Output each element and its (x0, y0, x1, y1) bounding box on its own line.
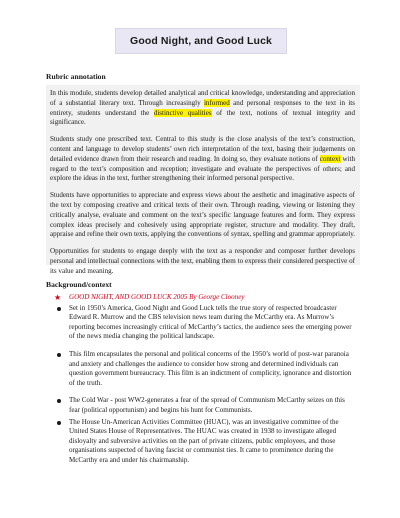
highlighted-term: context (319, 154, 341, 163)
background-heading: Background/context (46, 280, 112, 289)
rubric-text: Students study one prescribed text. Central to this study is the close analysis of the text’s construction, content and language to develop students’ own rich interpretation of the text, basing their judgements on detailed evidence drawn from their research and reading. In doing so, they evaluate notions of (50, 135, 355, 163)
background-bullet (54, 396, 354, 415)
background-bullet (54, 293, 354, 303)
rubric-text: of the text, notions of textual integrity and significance. (50, 108, 355, 127)
dot-bullet-icon (57, 421, 61, 425)
dot-bullet-icon (57, 399, 61, 403)
bullet-text: Set in 1950’s America, Good Night and Good Luck tells the true story of respected broadcaster Edward R. Murrow and the CBS television news team during the McCarthy era. As Murrow’s reporting becomes increasingly critical of McCarthy’s tactics, the audience sees the emerging power of the news media changing the political landscape. (69, 303, 352, 341)
dot-bullet-icon (57, 353, 61, 357)
bullet-text: The House Un-American Activities Committee (HUAC), was an investigative committee of the United States House of Representatives. The HUAC was created in 1938 to investigate alleged disloyalty and subversive activities on the part of private citizens, public employees, and those organisations suspected of having fascist or communist ties. It came to prominence during the McCarthy era and under his chairmanship. (69, 417, 339, 464)
bullet-text: This film encapsulates the personal and political concerns of the 1950’s world of post-war paranoia and anxiety and challenges the audience to consider how strong and determined individuals can question government bureaucracy. This film is an indictment of complicity, ignorance and distortion of the truth. (69, 349, 352, 387)
rubric-paragraph (50, 89, 355, 128)
rubric-annotation-box (46, 85, 360, 275)
bullet-text: The Cold War - post WW2-generates a fear of the spread of Communism McCarthy seizes on this fear (political opportunism) and begins his hunt for Communists. (69, 396, 345, 414)
rubric-paragraph (50, 135, 355, 184)
rubric-paragraph (50, 191, 355, 240)
rubric-text: Students have opportunities to appreciate and express views about the aesthetic and imaginative aspects of the text by composing creative and critical texts of their own. Through reading, viewing or listening they critically analyse, evaluate and comment on the text’s specific language features and form. They express complex ideas precisely and cohesively using appropriate register, structure and modality. They draft, appraise and refine their own texts, applying the conventions of syntax, spelling and grammar appropriately. (50, 191, 356, 239)
rubric-heading: Rubric annotation (46, 72, 106, 81)
highlighted-term: distinctive qualities (153, 108, 212, 117)
background-bullet-list (54, 293, 354, 466)
background-bullet (54, 418, 354, 466)
document-title-banner (115, 28, 287, 54)
rubric-text: In this module, students develop detailed analytical and critical knowledge, understanding and appreciation of a substantial literary text. Through increasingly (50, 89, 355, 107)
film-credit: GOOD NIGHT, AND GOOD LUCK 2005 By George Clooney (69, 293, 245, 301)
rubric-text: Opportunities for students to engage deeply with the text as a responder and composer further develops personal and intellectual connections with the text, enabling them to express their considered perspective of its value and meaning. (50, 247, 355, 275)
document-title: Good Night, and Good Luck (130, 35, 272, 47)
rubric-text: with regard to the text’s composition and reception; investigate and evaluate the perspectives of others; and explore the ideas in the text, further strengthening their informed personal perspective. (50, 154, 355, 183)
background-bullet (54, 350, 354, 388)
highlighted-term: informed (203, 98, 230, 107)
dot-bullet-icon (57, 307, 61, 311)
rubric-paragraph (50, 247, 355, 276)
rubric-text: and personal responses to the text in its entirety, students understand the (50, 98, 355, 117)
background-bullet (54, 304, 354, 342)
star-bullet-icon: ★ (54, 293, 62, 302)
